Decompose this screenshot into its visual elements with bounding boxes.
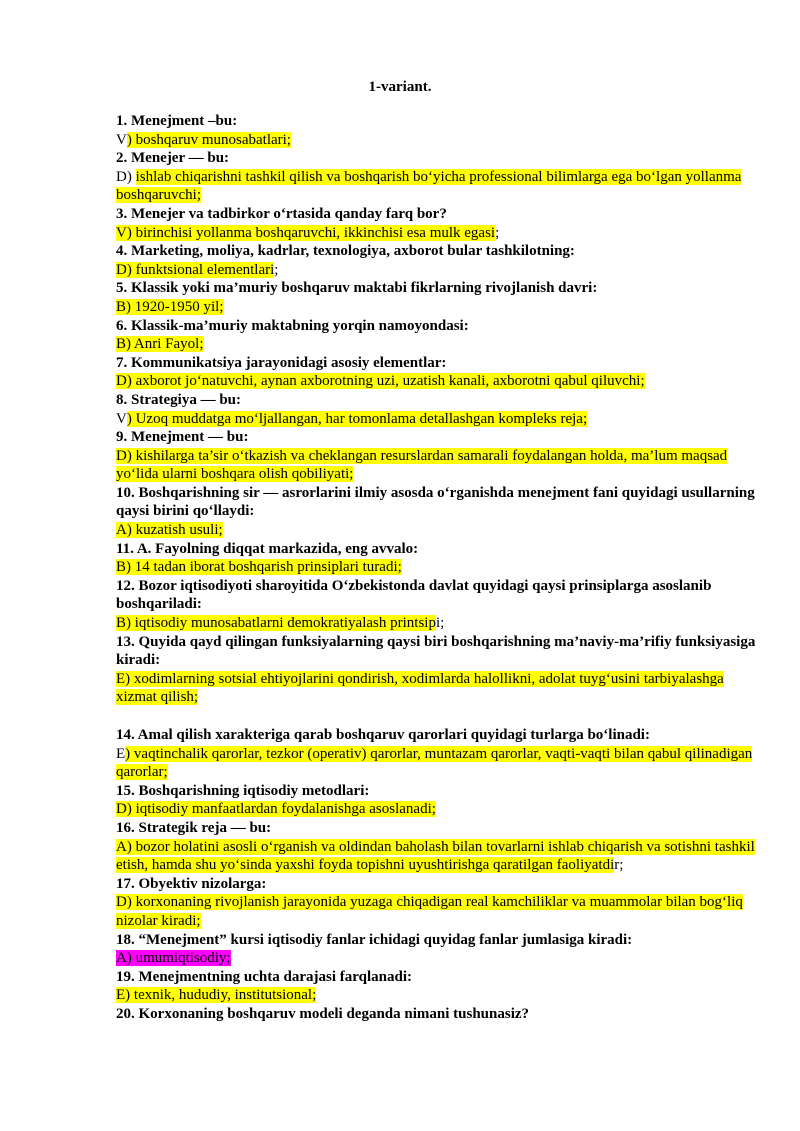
answer-9 — [116, 447, 756, 484]
question-5: 5. Klassik yoki ma’muriy boshqaruv maktabi fikrlarning rivojlanish davri: — [116, 280, 598, 297]
highlighted-answer: ) vaqtinchalik qarorlar, tezkor (operativ) qarorlar, muntazam qarorlar, vaqti-vaqti bilan qabul qilinadigan qarorlar; — [116, 745, 753, 781]
answer-prefix: E — [116, 745, 126, 762]
highlighted-answer: B) 1920-1950 yil; — [116, 298, 224, 315]
answer-16 — [116, 838, 756, 875]
answer-7 — [116, 372, 756, 391]
question-18: 18. “Menejment” kursi iqtisodiy fanlar ichidagi quyidag fanlar jumlasiga kiradi: — [116, 931, 633, 948]
answer-10 — [116, 521, 756, 540]
highlighted-answer: A) bozor holatini asosli o‘rganish va oldindan baholash bilan tovarlarni ishlab chiqarish va sotishni tashkil etish, hamda shu yo‘sinda yaxshi foyda topishni uyushtirishga qaratilgan faoliyatdi — [116, 838, 755, 874]
question-9: 9. Menejment — bu: — [116, 429, 249, 446]
question-20: 20. Korxonaning boshqaruv modeli deganda nimani tushunasiz? — [116, 1005, 530, 1022]
question-6: 6. Klassik-ma’muriy maktabning yorqin namoyondasi: — [116, 317, 469, 334]
question-10: 10. Boshqarishning sir — asrorlarini ilmiy asosda o‘rganishda menejment fani quyidagi usullarning qaysi birini qo‘llaydi: — [116, 484, 755, 520]
question-15: 15. Boshqarishning iqtisodiy metodlari: — [116, 782, 370, 799]
highlighted-answer: V) birinchisi yollanma boshqaruvchi, ikkinchisi esa mulk egasi — [116, 224, 496, 241]
answer-suffix: ; — [274, 261, 279, 278]
answer-2 — [116, 168, 756, 205]
question-12: 12. Bozor iqtisodiyoti sharoyitida O‘zbekistonda davlat quyidagi qaysi prinsiplarga asoslanib boshqariladi: — [116, 577, 712, 613]
highlighted-answer: ishlab chiqarishni tashkil qilish va boshqarish bo‘yicha professional bilimlarga ega bo‘lgan yollanma boshqaruvchi; — [116, 168, 742, 204]
highlighted-answer: E) xodimlarning sotsial ehtiyojlarini qondirish, xodimlarda halollikni, adolat tuyg‘usini tarbiyalashga xizmat qilish; — [116, 670, 724, 706]
answer-11 — [116, 558, 756, 577]
page-title: 1-variant. — [368, 79, 432, 95]
answer-18 — [116, 949, 756, 968]
answer-suffix: ; — [495, 224, 500, 241]
highlighted-answer: B) Anri Fayol; — [116, 336, 204, 353]
answer-suffix: r; — [614, 857, 624, 874]
question-13: 13. Quyida qayd qilingan funksiyalarning qaysi biri boshqarishning ma’naviy-ma’rifiy funksiyasiga kiradi: — [116, 633, 756, 669]
highlighted-answer: A) umumiqtisodiy; — [116, 950, 231, 967]
answer-prefix: V — [116, 131, 127, 148]
answer-13 — [116, 670, 756, 707]
highlighted-answer: B) iqtisodiy munosabatlarni demokratiyalash printsip — [116, 615, 436, 632]
answer-19 — [116, 986, 756, 1005]
answer-8 — [116, 410, 756, 429]
highlighted-answer: ) boshqaruv munosabatlari; — [126, 131, 291, 148]
question-1: 1. Menejment –bu: — [116, 113, 238, 129]
answer-6 — [116, 335, 756, 354]
answer-17 — [116, 893, 756, 930]
answer-14 — [116, 745, 756, 782]
question-19: 19. Menejmentning uchta darajasi farqlanadi: — [116, 968, 412, 985]
blank-line — [116, 707, 756, 726]
question-2: 2. Menejer — bu: — [116, 150, 230, 167]
highlighted-answer: D) iqtisodiy manfaatlardan foydalanishga asoslanadi; — [116, 801, 436, 818]
highlighted-answer: D) kishilarga ta’sir o‘tkazish va cheklangan resurslardan samarali foydalangan holda, ma’lum maqsad yo‘lida ularni boshqara olish qobiliyati; — [116, 447, 728, 483]
answer-suffix: i; — [435, 615, 445, 632]
question-3: 3. Menejer va tadbirkor o‘rtasida qanday farq bor? — [116, 205, 447, 222]
answer-15 — [116, 800, 756, 819]
answer-3 — [116, 224, 756, 243]
question-7: 7. Kommunikatsiya jarayonidagi asosiy elementlar: — [116, 354, 447, 371]
highlighted-answer: B) 14 tadan iborat boshqarish prinsiplari turadi; — [116, 559, 402, 576]
answer-1 — [116, 131, 756, 150]
question-14: 14. Amal qilish xarakteriga qarab boshqaruv qarorlari quyidagi turlarga bo‘linadi: — [116, 727, 650, 743]
question-8: 8. Strategiya — bu: — [116, 391, 241, 408]
highlighted-answer: D) axborot jo‘natuvchi, aynan axborotning uzi, uzatish kanali, axborotni qabul qiluvchi; — [116, 373, 645, 390]
answer-5 — [116, 298, 756, 317]
highlighted-answer: A) kuzatish usuli; — [116, 522, 223, 539]
answer-4 — [116, 261, 756, 280]
question-11: 11. A. Fayolning diqqat markazida, eng avvalo: — [116, 540, 419, 557]
question-4: 4. Marketing, moliya, kadrlar, texnologiya, axborot bular tashkilotning: — [116, 243, 575, 260]
answer-12 — [116, 614, 756, 633]
question-17: 17. Obyektiv nizolarga: — [116, 875, 267, 892]
question-list — [116, 112, 756, 1024]
highlighted-answer: ) Uzoq muddatga mo‘ljallangan, har tomonlama detallashgan kompleks reja; — [126, 410, 588, 427]
answer-prefix: V — [116, 410, 127, 427]
highlighted-answer: D) funktsional elementlari — [116, 261, 275, 278]
highlighted-answer: E) texnik, hududiy, institutsional; — [116, 987, 317, 1004]
highlighted-answer: D) korxonaning rivojlanish jarayonida yuzaga chiqadigan real kamchiliklar va muammolar bilan bog‘liq nizolar kiradi; — [116, 894, 743, 929]
answer-prefix: D) — [116, 168, 136, 185]
question-16: 16. Strategik reja — bu: — [116, 819, 272, 836]
